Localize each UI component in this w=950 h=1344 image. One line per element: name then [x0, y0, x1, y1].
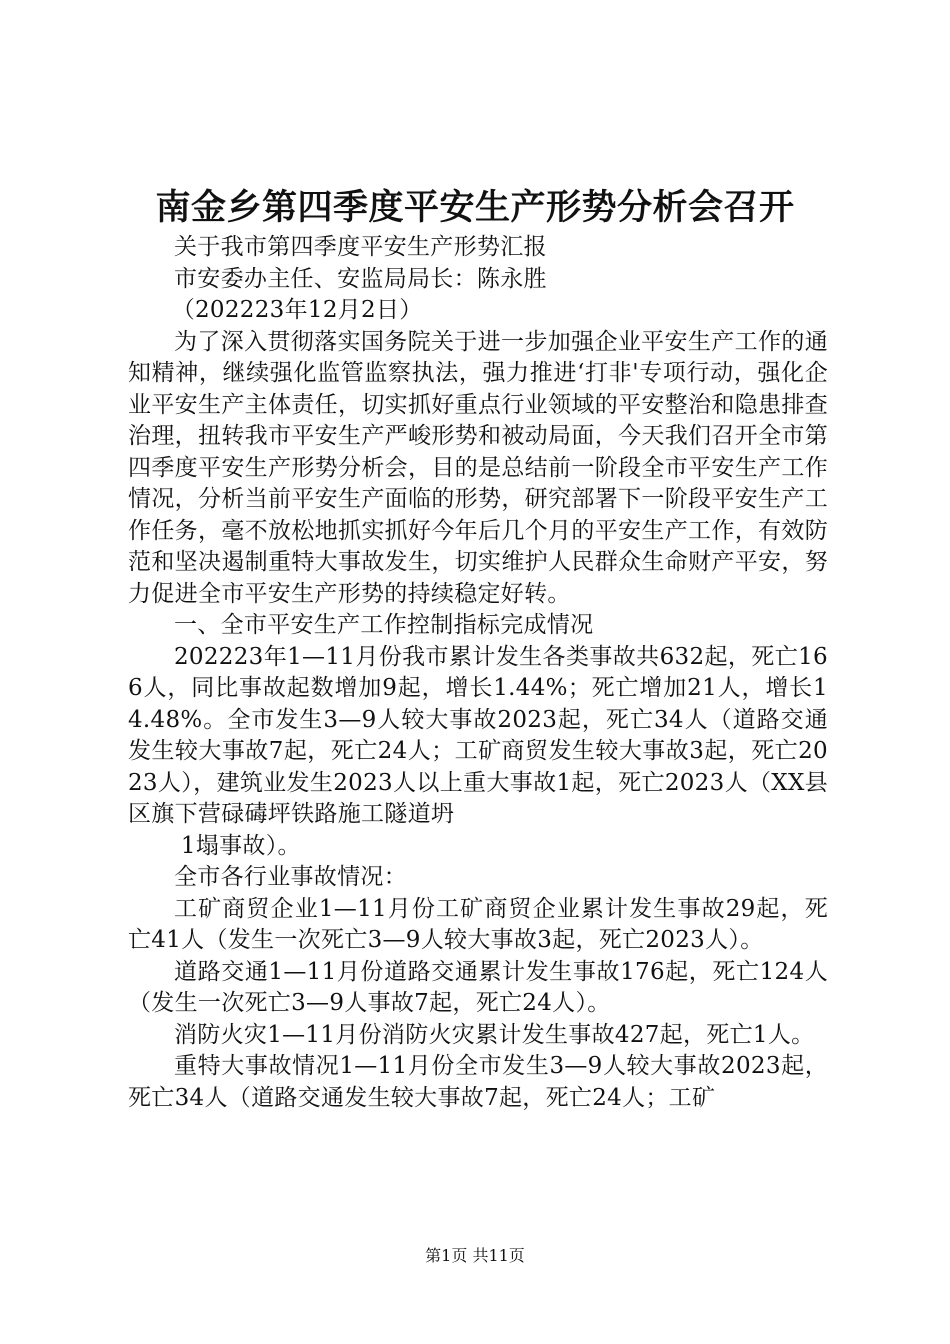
body-paragraph: 消防火灾1—11月份消防火灾累计发生事故427起，死亡1人。 [174, 1021, 815, 1048]
body-paragraph: 全市各行业事故情况： [174, 864, 407, 890]
body-paragraph: 202223年1—11月份我市累计发生各类事故共632起，死亡166人，同比事故起数增加9起，增长1.44%；死亡增加21人，增长14.48%。全市发生3—9人较大事故2023起，死亡34人（道路交通发生较大事故7起，死亡24人；工矿商贸发生较大事故3起，死亡2023人），建筑业发生2023人以上重大事故1起，死亡2023人（XX县区旗下营碌碡坪铁路施工隧道坍 [128, 643, 828, 827]
body-paragraph: 重特大事故情况1—11月份全市发生3—9人较大事故2023起，死亡34人（道路交通发生较大事故7起，死亡24人；工矿 [128, 1053, 828, 1111]
report-subject: 关于我市第四季度平安生产形势汇报 [174, 234, 547, 260]
report-author: 市安委办主任、安监局局长：陈永胜 [174, 265, 547, 292]
section-heading: 一、全市平安生产工作控制指标完成情况 [174, 612, 594, 638]
page-footer: 第1页 共11页 [425, 1246, 525, 1265]
body-paragraph: 道路交通1—11月份道路交通累计发生事故176起，死亡124人（发生一次死亡3—9人事故7起，死亡24人）。 [128, 958, 828, 1016]
document-body [128, 232, 828, 1114]
body-paragraph-continuation: 1塌事故）。 [180, 832, 301, 859]
body-paragraph: 工矿商贸企业1—11月份工矿商贸企业累计发生事故29起，死亡41人（发生一次死亡3—9人较大事故3起，死亡2023人）。 [128, 895, 828, 953]
document-title: 南金乡第四季度平安生产形势分析会召开 [155, 188, 795, 228]
body-paragraph: 为了深入贯彻落实国务院关于进一步加强企业平安生产工作的通知精神，继续强化监管监察执法，强力推进‘打非'专项行动，强化企业平安生产主体责任，切实抓好重点行业领域的平安整治和隐患排查治理，扭转我市平安生产严峻形势和被动局面，今天我们召开全市第四季度平安生产形势分析会，目的是总结前一阶段全市平安生产工作情况，分析当前平安生产面临的形势，研究部署下一阶段平安生产工作任务，毫不放松地抓实抓好今年后几个月的平安生产工作，有效防范和坚决遏制重特大事故发生，切实维护人民群众生命财产平安，努力促进全市平安生产形势的持续稳定好转。 [128, 328, 828, 607]
report-date: （202223年12月2日） [171, 297, 423, 323]
